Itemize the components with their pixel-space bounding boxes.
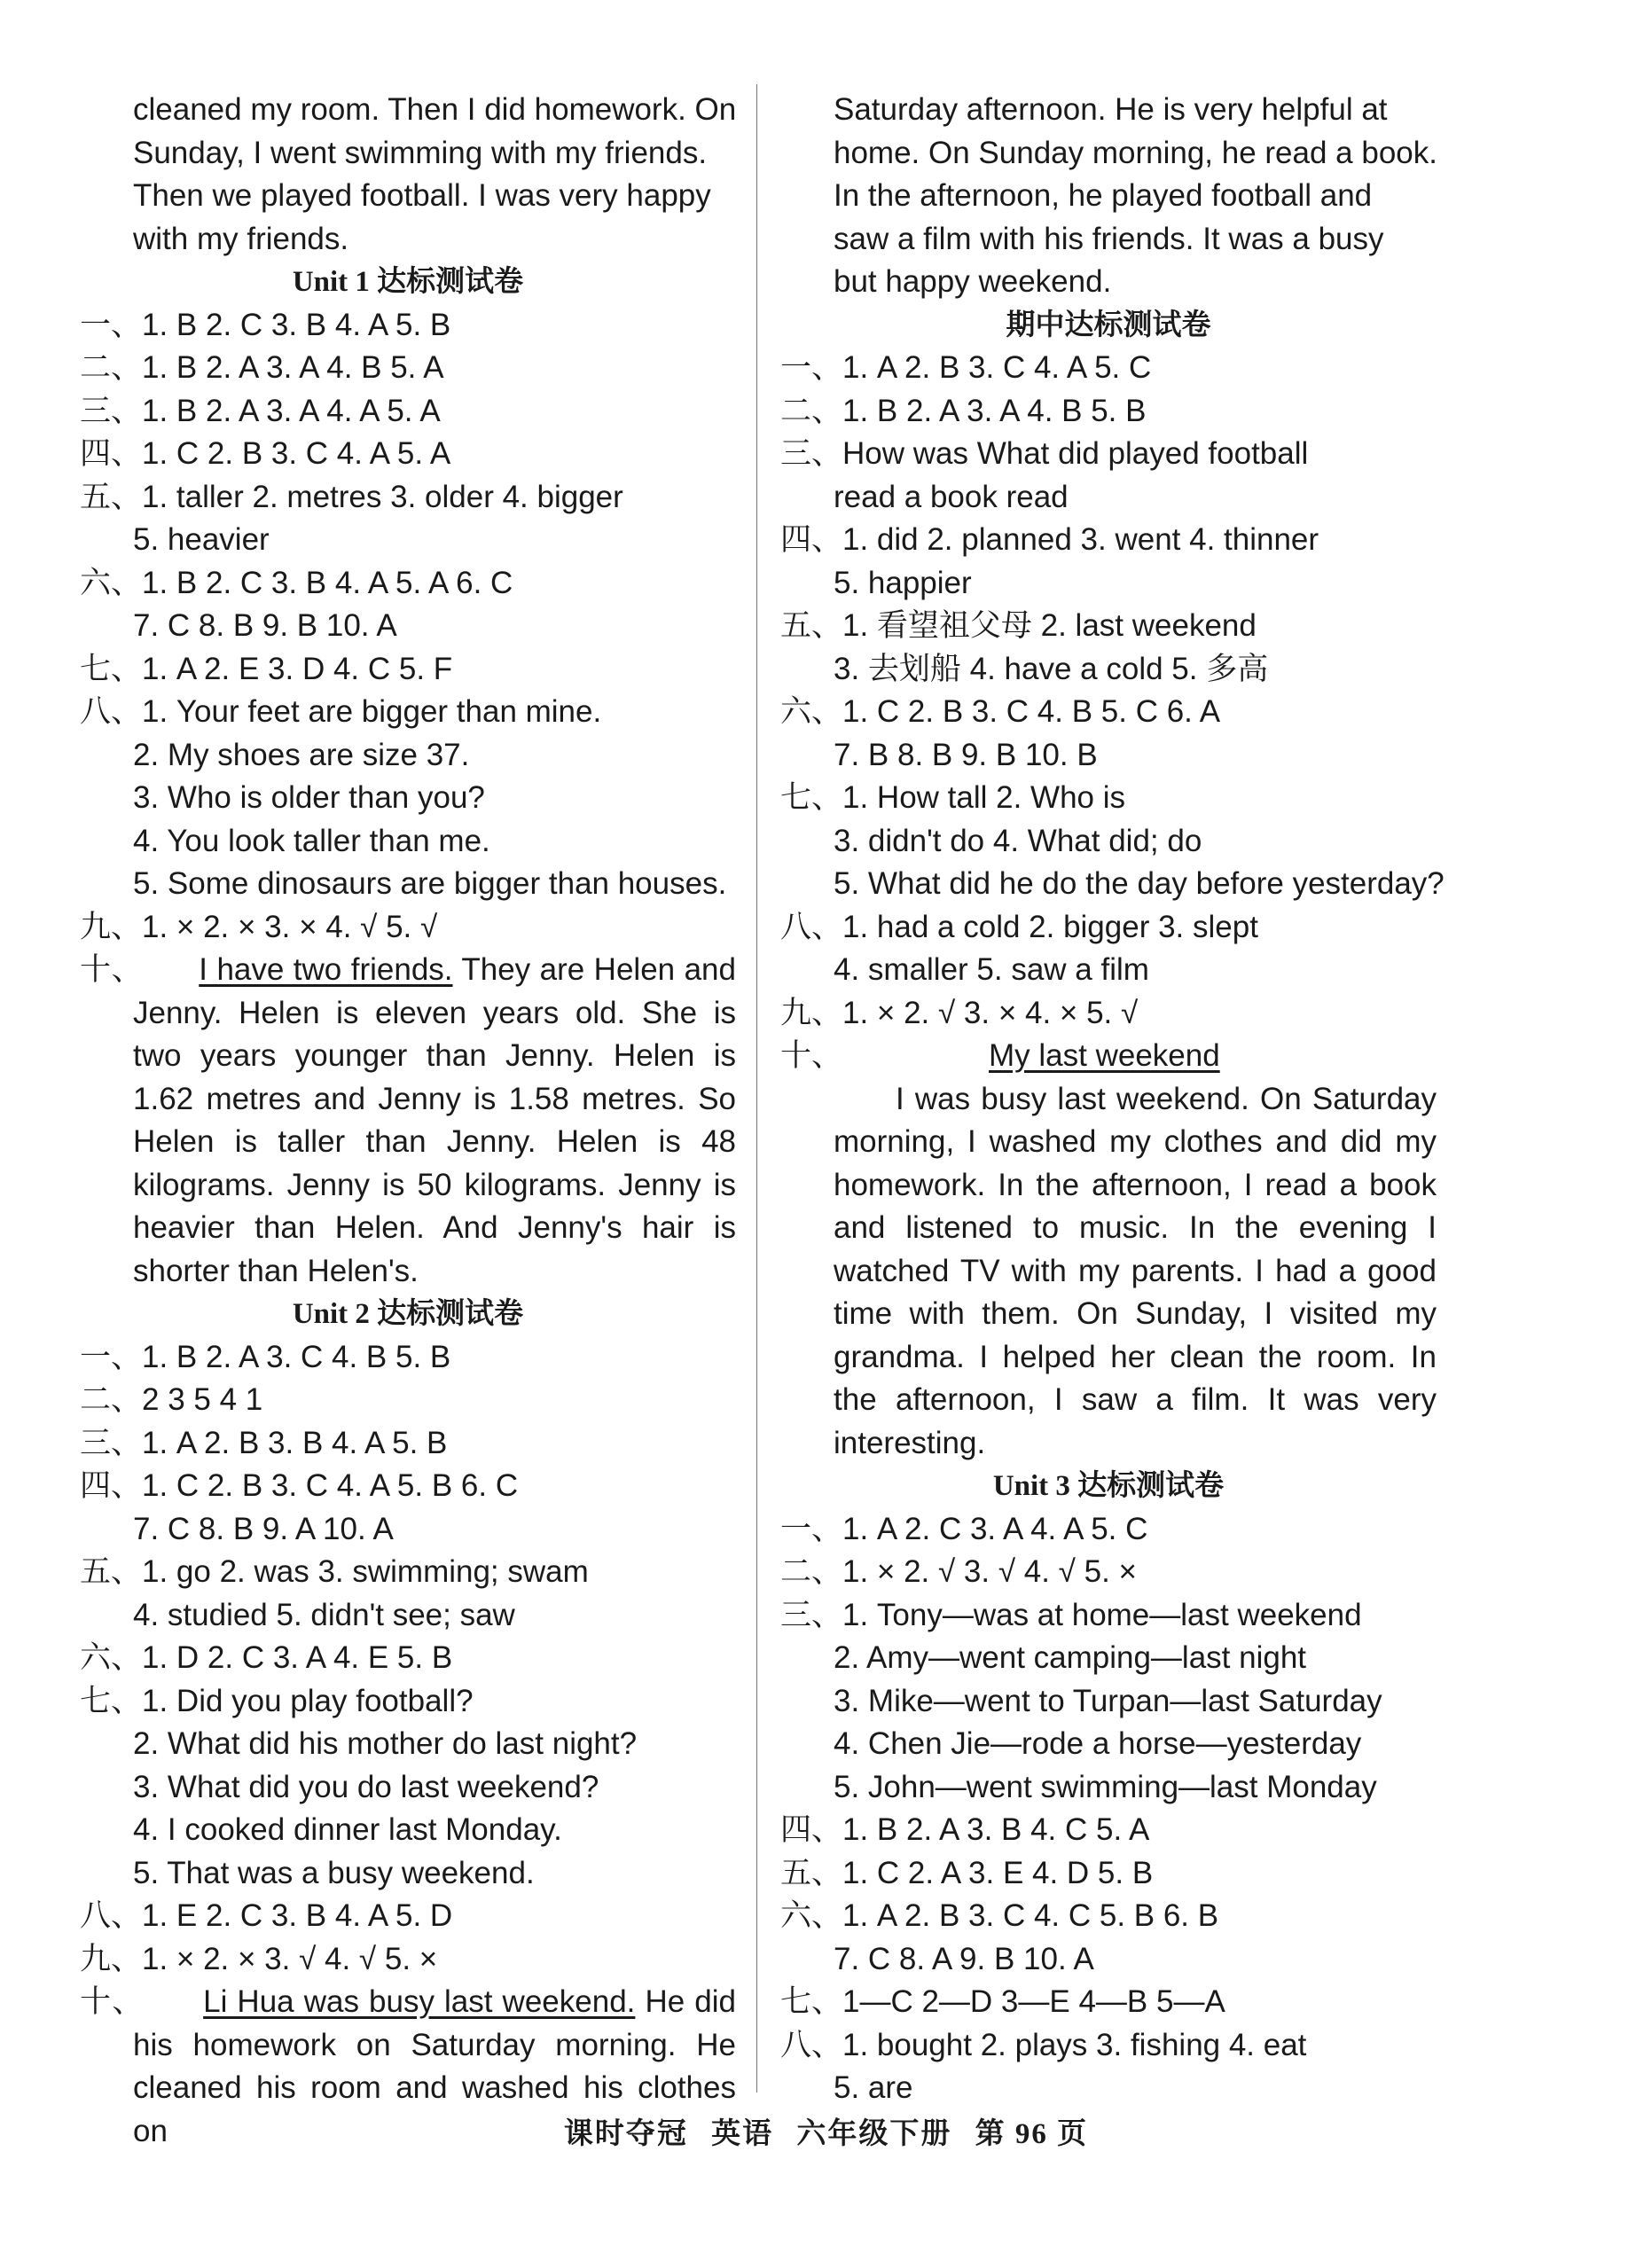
answer-line: 三、1. Tony—was at home—last weekend bbox=[780, 1597, 1362, 1632]
essay-heading-line bbox=[780, 1035, 1437, 1078]
answer-line: 八、1. Your feet are bigger than mine. bbox=[80, 694, 602, 729]
answer-line: 一、1. A 2. C 3. A 4. A 5. C bbox=[780, 1511, 1148, 1546]
column-divider bbox=[756, 84, 757, 2093]
answer-line: 七、1—C 2—D 3—E 4—B 5—A bbox=[780, 1984, 1225, 2019]
essay-label: 十、 bbox=[80, 1984, 145, 2019]
footer-grade: 六年级下册 bbox=[796, 2118, 952, 2150]
answer-line: 二、2 3 5 4 1 bbox=[80, 1382, 263, 1417]
essay-title: I have two friends. bbox=[199, 952, 453, 987]
answer-line: 3. Mike—went to Turpan—last Saturday bbox=[834, 1683, 1382, 1718]
answer-line: 八、1. had a cold 2. bigger 3. slept bbox=[780, 909, 1258, 944]
answer-line: 4. smaller 5. saw a film bbox=[834, 952, 1149, 987]
answer-line: 2. Amy—went camping—last night bbox=[834, 1640, 1307, 1675]
answer-line: 2. What did his mother do last night? bbox=[133, 1726, 638, 1761]
answer-line: 三、1. B 2. A 3. A 4. A 5. A bbox=[80, 393, 441, 428]
answer-line: 九、1. × 2. × 3. √ 4. √ 5. × bbox=[80, 1941, 438, 1976]
answer-line: 七、1. How tall 2. Who is bbox=[780, 780, 1125, 815]
answer-line: 六、1. B 2. C 3. B 4. A 5. A 6. C bbox=[80, 565, 513, 600]
essay-title: Li Hua was busy last weekend. bbox=[203, 1984, 636, 2019]
answer-line: 九、1. × 2. × 3. × 4. √ 5. √ bbox=[80, 909, 438, 944]
footer-book: 课时夺冠 bbox=[563, 2118, 688, 2150]
text-line: In the afternoon, he played football and bbox=[834, 178, 1373, 213]
footer-subject: 英语 bbox=[711, 2118, 774, 2150]
answer-line: 4. You look taller than me. bbox=[133, 823, 490, 858]
answer-line: 5. happier bbox=[834, 565, 972, 600]
essay-label: 十、 bbox=[780, 1038, 843, 1073]
answer-line: 二、1. B 2. A 3. A 4. B 5. B bbox=[780, 393, 1147, 428]
essay-midterm bbox=[780, 1078, 1437, 1466]
answer-line: 7. C 8. A 9. B 10. A bbox=[834, 1941, 1094, 1976]
footer-page-number: 第 96 页 bbox=[975, 2118, 1089, 2150]
text-line: but happy weekend. bbox=[834, 264, 1112, 299]
essay-unit1 bbox=[80, 949, 736, 1293]
answer-line: 5. That was a busy weekend. bbox=[133, 1855, 535, 1890]
answer-line: 5. Some dinosaurs are bigger than houses. bbox=[133, 866, 727, 901]
text-line: saw a film with his friends. It was a busy bbox=[834, 221, 1384, 256]
answer-line: 五、1. C 2. A 3. E 4. D 5. B bbox=[780, 1855, 1154, 1890]
answer-line: 3. What did you do last weekend? bbox=[133, 1769, 599, 1804]
answer-line: 一、1. B 2. A 3. C 4. B 5. B bbox=[80, 1339, 451, 1374]
answer-line: 3. 去划船 4. have a cold 5. 多高 bbox=[834, 651, 1269, 686]
answer-line: 7. B 8. B 9. B 10. B bbox=[834, 737, 1098, 772]
answer-line: 3. Who is older than you? bbox=[133, 780, 485, 815]
section-heading-unit1: Unit 1 达标测试卷 bbox=[292, 266, 524, 298]
answer-line: 二、1. × 2. √ 3. √ 4. √ 5. × bbox=[780, 1554, 1137, 1589]
text-line: home. On Sunday morning, he read a book. bbox=[834, 135, 1437, 170]
answer-line: 四、1. C 2. B 3. C 4. A 5. B 6. C bbox=[80, 1468, 519, 1503]
right-column bbox=[780, 89, 1445, 2110]
answer-line: 三、1. A 2. B 3. B 4. A 5. B bbox=[80, 1425, 448, 1460]
essay-title: My last weekend bbox=[989, 1038, 1220, 1073]
answer-line: 六、1. A 2. B 3. C 4. C 5. B 6. B bbox=[780, 1898, 1219, 1933]
answer-line: 六、1. D 2. C 3. A 4. E 5. B bbox=[80, 1640, 453, 1675]
answer-line: 三、How was What did played football bbox=[780, 436, 1309, 471]
essay-text: They are Helen and Jenny. Helen is eleven years old. She is two years younger than Jenny. Helen is 1.62 metres and Jenny is 1.58 metres. So Helen is taller than Jenny. Helen is 48 kilograms. Jenny is 50 kilograms. Jenny is heavier than Helen. And Jenny's hair is shorter than Helen's. bbox=[133, 952, 736, 1288]
answer-line: 四、1. did 2. planned 3. went 4. thinner bbox=[780, 522, 1319, 557]
answer-line: 七、1. Did you play football? bbox=[80, 1683, 474, 1718]
left-column bbox=[80, 89, 736, 2153]
section-heading-unit2: Unit 2 达标测试卷 bbox=[292, 1298, 524, 1330]
answer-line: 5. heavier bbox=[133, 522, 270, 557]
text-line: with my friends. bbox=[133, 221, 349, 256]
text-line: Sunday, I went swimming with my friends. bbox=[133, 135, 708, 170]
answer-line: 九、1. × 2. √ 3. × 4. × 5. √ bbox=[780, 995, 1139, 1030]
answer-line: read a book read bbox=[834, 479, 1069, 514]
answer-line: 六、1. C 2. B 3. C 4. B 5. C 6. A bbox=[780, 694, 1221, 729]
answer-line: 5. are bbox=[834, 2070, 913, 2105]
answer-line: 4. studied 5. didn't see; saw bbox=[133, 1597, 515, 1632]
text-line: Saturday afternoon. He is very helpful at bbox=[834, 92, 1388, 127]
answer-line: 2. My shoes are size 37. bbox=[133, 737, 470, 772]
answer-line: 4. I cooked dinner last Monday. bbox=[133, 1812, 562, 1847]
answer-line: 八、1. E 2. C 3. B 4. A 5. D bbox=[80, 1898, 453, 1933]
answer-line: 五、1. 看望祖父母 2. last weekend bbox=[780, 608, 1257, 643]
section-heading-midterm: 期中达标测试卷 bbox=[1006, 309, 1211, 341]
page-footer bbox=[0, 2110, 1652, 2152]
answer-line: 5. John—went swimming—last Monday bbox=[834, 1769, 1377, 1804]
text-line: Then we played football. I was very happy bbox=[133, 178, 711, 213]
text-line: cleaned my room. Then I did homework. On bbox=[133, 92, 737, 127]
answer-line: 二、1. B 2. A 3. A 4. B 5. A bbox=[80, 350, 444, 385]
essay-label: 十、 bbox=[80, 952, 144, 987]
answer-line: 4. Chen Jie—rode a horse—yesterday bbox=[834, 1726, 1362, 1761]
answer-line: 五、1. go 2. was 3. swimming; swam bbox=[80, 1554, 589, 1589]
answer-line: 一、1. B 2. C 3. B 4. A 5. B bbox=[80, 307, 451, 342]
essay-text: I was busy last weekend. On Saturday morning, I washed my clothes and did my homework. In the afternoon, I read a book and listened to music. In the evening I watched TV with my parents. I had a good time with them. On Sunday, I visited my grandma. I helped her clean the room. In the afternoon, I saw a film. It was very interesting. bbox=[834, 1081, 1437, 1460]
answer-line: 五、1. taller 2. metres 3. older 4. bigger bbox=[80, 479, 623, 514]
answer-line: 七、1. A 2. E 3. D 4. C 5. F bbox=[80, 651, 453, 686]
essay-text: He did his homework on Saturday morning. He cleaned his room and washed his clothes on bbox=[133, 1984, 736, 2148]
answer-line: 7. C 8. B 9. A 10. A bbox=[133, 1511, 394, 1546]
answer-line: 3. didn't do 4. What did; do bbox=[834, 823, 1202, 858]
answer-line: 八、1. bought 2. plays 3. fishing 4. eat bbox=[780, 2027, 1307, 2062]
answer-line: 一、1. A 2. B 3. C 4. A 5. C bbox=[780, 350, 1152, 385]
section-heading-unit3: Unit 3 达标测试卷 bbox=[992, 1470, 1225, 1502]
answer-line: 5. What did he do the day before yesterday? bbox=[834, 866, 1445, 901]
answer-line: 四、1. C 2. B 3. C 4. A 5. A bbox=[80, 436, 451, 471]
answer-line: 7. C 8. B 9. B 10. A bbox=[133, 608, 397, 643]
answer-line: 四、1. B 2. A 3. B 4. C 5. A bbox=[780, 1812, 1150, 1847]
